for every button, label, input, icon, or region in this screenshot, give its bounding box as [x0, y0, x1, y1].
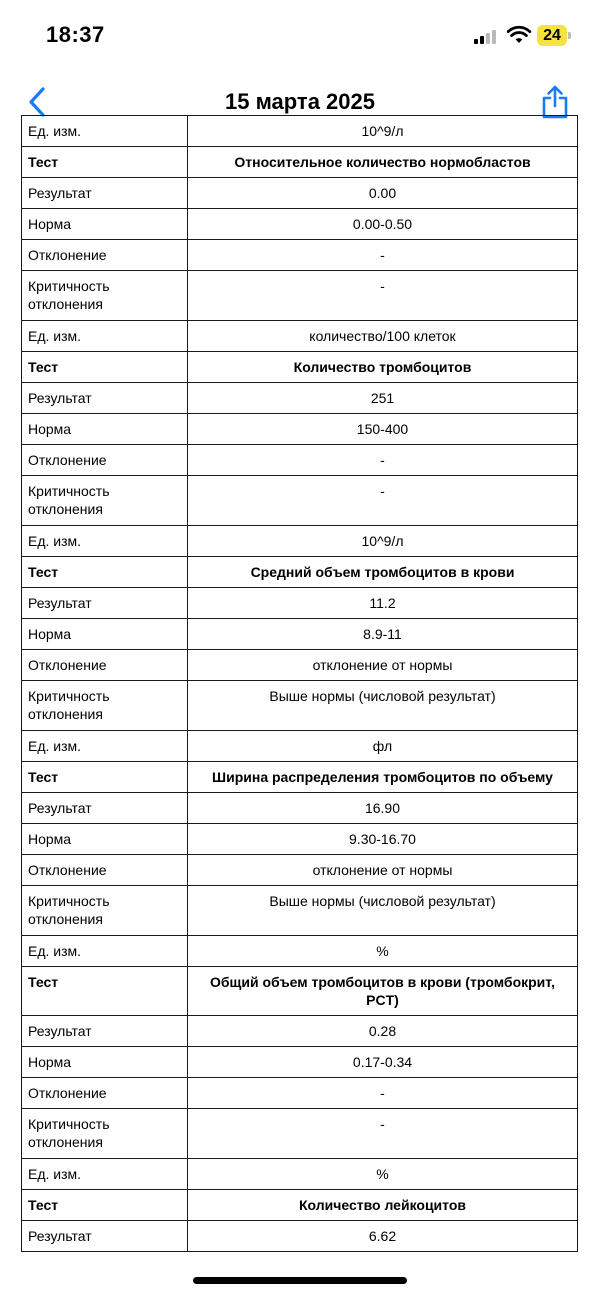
table-row-criticality — [22, 476, 578, 526]
test-name: Относительное количество нормобластов — [188, 147, 578, 178]
row-value-deviation: - — [188, 445, 578, 476]
row-label: Результат — [22, 383, 188, 414]
table-row-result — [22, 1221, 578, 1252]
row-label: Норма — [22, 414, 188, 445]
table-row-test-header — [22, 967, 578, 1016]
row-label: Ед. изм. — [22, 321, 188, 352]
row-label: Результат — [22, 1016, 188, 1047]
row-label: Результат — [22, 1221, 188, 1252]
table-row-norm — [22, 1047, 578, 1078]
table-row-criticality — [22, 271, 578, 321]
battery-icon — [537, 25, 571, 46]
row-label: Результат — [22, 178, 188, 209]
row-label: Ед. изм. — [22, 1159, 188, 1190]
row-label: Норма — [22, 824, 188, 855]
row-label: Отклонение — [22, 445, 188, 476]
results-table — [21, 115, 578, 1252]
table-row-result — [22, 1016, 578, 1047]
row-value-unit: количество/100 клеток — [188, 321, 578, 352]
status-bar — [0, 0, 600, 70]
row-value-deviation: отклонение от нормы — [188, 650, 578, 681]
table-row-unit — [22, 731, 578, 762]
table-row-criticality — [22, 681, 578, 731]
row-value-result: 0.00 — [188, 178, 578, 209]
row-label: Тест — [22, 557, 188, 588]
row-label: Отклонение — [22, 650, 188, 681]
table-row-norm — [22, 619, 578, 650]
table-row-norm — [22, 414, 578, 445]
table-row-deviation — [22, 240, 578, 271]
row-value-deviation: отклонение от нормы — [188, 855, 578, 886]
table-row-deviation — [22, 445, 578, 476]
row-value-criticality: Выше нормы (числовой результат) — [188, 886, 578, 936]
row-label: Ед. изм. — [22, 526, 188, 557]
battery-level: 24 — [537, 25, 567, 46]
row-value-norm: 150-400 — [188, 414, 578, 445]
row-label: Критичность отклонения — [22, 271, 188, 321]
row-value-criticality: - — [188, 1109, 578, 1159]
row-label: Результат — [22, 588, 188, 619]
table-row-unit — [22, 936, 578, 967]
table-row-test-header — [22, 557, 578, 588]
row-value-deviation: - — [188, 1078, 578, 1109]
test-name: Общий объем тромбоцитов в крови (тромбокрит, PCT) — [188, 967, 578, 1016]
row-label: Тест — [22, 352, 188, 383]
test-name: Количество тромбоцитов — [188, 352, 578, 383]
results-scroll-area[interactable] — [0, 123, 600, 1250]
status-time: 18:37 — [46, 22, 105, 47]
table-row-deviation — [22, 1078, 578, 1109]
row-label: Тест — [22, 1190, 188, 1221]
row-value-criticality: Выше нормы (числовой результат) — [188, 681, 578, 731]
row-label: Критичность отклонения — [22, 476, 188, 526]
table-row-unit — [22, 526, 578, 557]
table-row-unit — [22, 321, 578, 352]
row-value-norm: 0.00-0.50 — [188, 209, 578, 240]
row-value-unit: 10^9/л — [188, 526, 578, 557]
row-label: Отклонение — [22, 855, 188, 886]
row-value-criticality: - — [188, 271, 578, 321]
row-value-deviation: - — [188, 240, 578, 271]
test-name: Ширина распределения тромбоцитов по объему — [188, 762, 578, 793]
row-label: Тест — [22, 762, 188, 793]
table-row-partial-unit — [22, 116, 578, 147]
row-label: Критичность отклонения — [22, 681, 188, 731]
table-row-criticality — [22, 886, 578, 936]
test-name: Средний объем тромбоцитов в крови — [188, 557, 578, 588]
row-value: 10^9/л — [188, 116, 578, 147]
table-row-result — [22, 383, 578, 414]
table-row-test-header — [22, 762, 578, 793]
table-row-norm — [22, 824, 578, 855]
table-row-test-header — [22, 352, 578, 383]
row-label: Результат — [22, 793, 188, 824]
cellular-signal-icon — [474, 30, 500, 44]
table-row-test-header — [22, 147, 578, 178]
row-value-norm: 8.9-11 — [188, 619, 578, 650]
row-label: Норма — [22, 1047, 188, 1078]
wifi-icon — [507, 26, 531, 44]
table-row-result — [22, 588, 578, 619]
row-value-result: 6.62 — [188, 1221, 578, 1252]
row-label: Ед. изм. — [22, 116, 188, 147]
row-label: Ед. изм. — [22, 936, 188, 967]
row-value-result: 16.90 — [188, 793, 578, 824]
row-value-unit: % — [188, 1159, 578, 1190]
row-label: Норма — [22, 209, 188, 240]
row-value-unit: фл — [188, 731, 578, 762]
table-row-norm — [22, 209, 578, 240]
row-label: Критичность отклонения — [22, 886, 188, 936]
row-label: Тест — [22, 147, 188, 178]
table-row-result — [22, 793, 578, 824]
table-row-deviation — [22, 650, 578, 681]
row-value-norm: 9.30-16.70 — [188, 824, 578, 855]
row-value-norm: 0.17-0.34 — [188, 1047, 578, 1078]
test-name: Количество лейкоцитов — [188, 1190, 578, 1221]
table-row-deviation — [22, 855, 578, 886]
row-value-result: 11.2 — [188, 588, 578, 619]
home-indicator[interactable] — [193, 1277, 407, 1284]
table-row-test-header — [22, 1190, 578, 1221]
row-label: Отклонение — [22, 1078, 188, 1109]
table-row-unit — [22, 1159, 578, 1190]
page-title: 15 марта 2025 — [224, 89, 375, 114]
row-label: Отклонение — [22, 240, 188, 271]
row-value-criticality: - — [188, 476, 578, 526]
row-value-result: 251 — [188, 383, 578, 414]
row-label: Тест — [22, 967, 188, 1016]
table-row-criticality — [22, 1109, 578, 1159]
row-value-result: 0.28 — [188, 1016, 578, 1047]
row-value-unit: % — [188, 936, 578, 967]
table-row-result — [22, 178, 578, 209]
row-label: Ед. изм. — [22, 731, 188, 762]
row-label: Критичность отклонения — [22, 1109, 188, 1159]
row-label: Норма — [22, 619, 188, 650]
